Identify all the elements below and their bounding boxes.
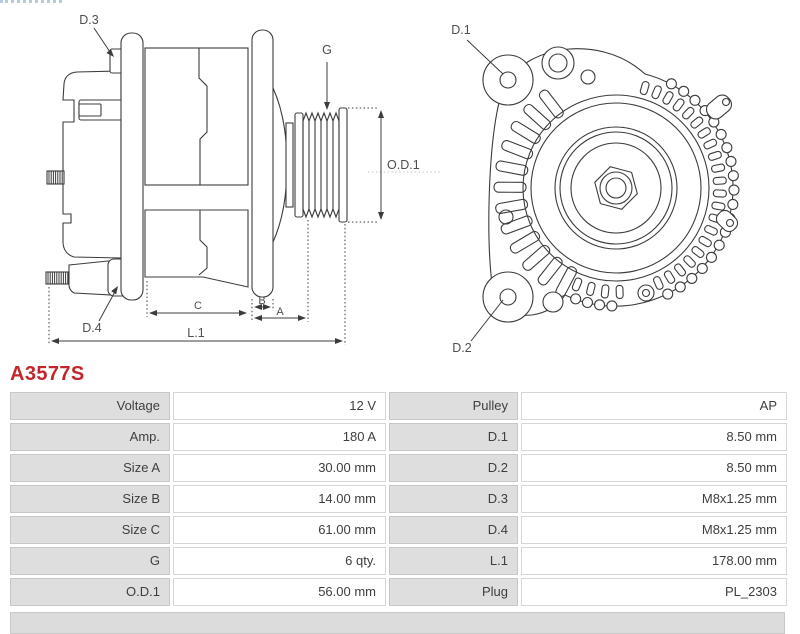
spec-label: Amp. [10, 423, 170, 451]
spec-value: 8.50 mm [521, 423, 787, 451]
spec-label: G [10, 547, 170, 575]
shaft-spacer [286, 123, 293, 207]
screen-artifact [0, 0, 62, 3]
spec-table [10, 392, 787, 606]
spec-value: 56.00 mm [173, 578, 386, 606]
label-od1: O.D.1 [387, 158, 420, 172]
ear-top-mid [542, 47, 574, 79]
spec-label: Size C [10, 516, 170, 544]
label-dim-a: A [276, 306, 284, 318]
spec-value: 12 V [173, 392, 386, 420]
terminal-box-lip [79, 104, 101, 116]
label-d1: D.1 [451, 23, 471, 37]
label-d4: D.4 [82, 321, 102, 335]
rear-arm [121, 33, 143, 300]
pulley-cap [339, 108, 347, 222]
pulley-grooves-top [303, 113, 339, 121]
next-row-partial [10, 612, 785, 634]
rear-cover [63, 71, 121, 258]
label-d3: D.3 [79, 13, 99, 27]
spec-label: Voltage [10, 392, 170, 420]
drive-end-nose [273, 88, 287, 242]
part-number-title: A3577S [10, 363, 85, 385]
spec-label: D.4 [389, 516, 518, 544]
pulley-flange [295, 113, 303, 217]
spec-label: D.3 [389, 485, 518, 513]
spec-label: Size B [10, 485, 170, 513]
spec-value: 180 A [173, 423, 386, 451]
pulley-grooves-bottom [303, 209, 339, 217]
spec-label: Pulley [389, 392, 518, 420]
stator-lower [145, 210, 248, 287]
spec-label: Plug [389, 578, 518, 606]
spec-label: L.1 [389, 547, 518, 575]
label-dim-b: B [258, 295, 266, 307]
mounting-lug-d4 [69, 261, 112, 295]
spec-label: D.1 [389, 423, 518, 451]
spec-value: 178.00 mm [521, 547, 787, 575]
ear-bottom-left [483, 272, 533, 322]
front-arm [252, 30, 273, 297]
spec-label: O.D.1 [10, 578, 170, 606]
spec-value: 6 qty. [173, 547, 386, 575]
pulley-groove-lines [303, 121, 339, 209]
spec-value: M8x1.25 mm [521, 516, 787, 544]
spec-value: PL_2303 [521, 578, 787, 606]
spec-label: D.2 [389, 454, 518, 482]
spec-value: 30.00 mm [173, 454, 386, 482]
spec-label: Size A [10, 454, 170, 482]
boss-bottom [543, 292, 563, 312]
spec-value: 61.00 mm [173, 516, 386, 544]
spec-value: M8x1.25 mm [521, 485, 787, 513]
boss-top-right [581, 70, 595, 84]
label-dim-l1: L.1 [187, 326, 205, 340]
spec-value: 8.50 mm [521, 454, 787, 482]
alternator-side-view [46, 30, 347, 300]
label-dim-c: C [194, 300, 202, 312]
label-d2: D.2 [452, 341, 472, 355]
spec-value: AP [521, 392, 787, 420]
label-g: G [322, 43, 332, 57]
spec-value: 14.00 mm [173, 485, 386, 513]
ear-bottom-right [638, 285, 654, 301]
stator-upper [145, 48, 248, 185]
